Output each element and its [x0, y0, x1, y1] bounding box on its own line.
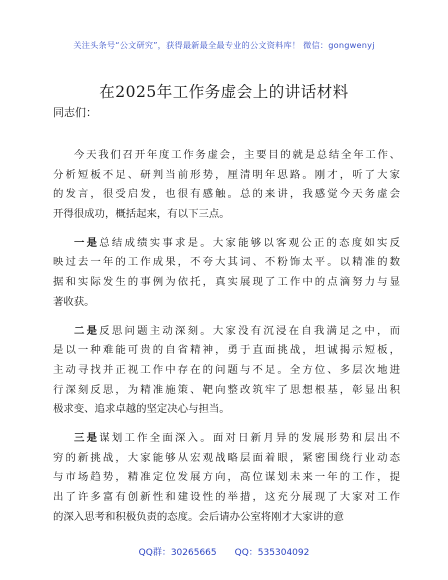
paragraph-lead: 二是 — [74, 324, 100, 337]
paragraph-line — [53, 273, 400, 293]
paragraph-line — [53, 361, 400, 381]
paragraph — [53, 146, 400, 225]
document-title: 在2025年工作务虚会上的讲话材料 — [99, 83, 349, 101]
paragraph-line — [53, 185, 400, 205]
paragraph-line — [53, 468, 400, 488]
greeting: 同志们： — [53, 106, 97, 119]
line-text: 映过去一年的工作成果，不夸大其词、不粉饰太平。以精准的数 — [53, 256, 400, 269]
line-text: 的深入思考和积极负责的态度。会后请办公室将刚才大家讲的意 — [53, 510, 344, 523]
paragraph-line — [53, 341, 400, 361]
footer-contacts — [0, 545, 448, 558]
paragraph-lead: 三是 — [74, 431, 100, 444]
line-text: 总结成绩实事求是。大家能够以客观公正的态度如实反 — [99, 236, 400, 249]
line-text: 据和实际发生的事例为依托，真实展现了工作中的点滴努力与显 — [53, 276, 400, 289]
paragraph-gap — [53, 313, 400, 322]
line-text: 反思问题主动深刻。大家没有沉浸在自我满足之中，而 — [99, 324, 400, 337]
line-text: 著收获。 — [53, 295, 95, 308]
line-text: 的发言，很受启发，也很有感触。总的来讲，我感觉今天务虚会 — [53, 188, 400, 201]
paragraph — [53, 322, 400, 420]
paragraph-line — [53, 400, 400, 420]
paragraph-gap — [53, 225, 400, 234]
paragraph-gap — [53, 420, 400, 429]
paragraph-line — [53, 146, 400, 166]
paragraph-line — [53, 253, 400, 273]
line-text: 主动寻找并正视工作中存在的问题与不足。全方位、多层次地进 — [53, 363, 400, 376]
qq-group-text: QQ群：30265665 — [138, 548, 217, 558]
paragraph-line — [53, 166, 400, 186]
line-text: 极求变、追求卓越的坚定决心与担当。 — [53, 403, 230, 416]
paragraph-line — [53, 381, 400, 401]
paragraph — [53, 429, 400, 527]
line-text: 开得很成功，概括起来，有以下三点。 — [53, 208, 230, 221]
paragraph-lead: 一是 — [74, 236, 100, 249]
paragraph-line — [53, 449, 400, 469]
paragraph-line — [53, 293, 400, 313]
document-body — [53, 146, 400, 527]
line-text: 今天我们召开年度工作务虚会，主要目的就是总结全年工作、 — [74, 149, 400, 161]
line-text: 是以一种难能可贵的自省精神，勇于直面挑战，坦诚揭示短板， — [53, 344, 400, 357]
line-text: 穷的新挑战，大家能够从宏观战略层面着眼，紧密围绕行业动态 — [53, 451, 400, 464]
qq-text: QQ：535304092 — [234, 548, 310, 558]
promo-banner: 关注头条号“公文研究”，获得最新最全最专业的公文资料库！ 微信：gongwenyj — [73, 40, 375, 50]
paragraph-line — [53, 234, 400, 254]
paragraph-line — [53, 205, 400, 225]
line-text: 分析短板不足、研判当前形势，厘清明年思路。刚才，听了大家 — [53, 168, 400, 181]
line-text: 谋划工作全面深入。面对日新月异的发展形势和层出不 — [99, 431, 400, 444]
paragraph-line — [53, 488, 400, 508]
line-text: 行深刻反思，为精准施策、靶向整改筑牢了思想根基，彰显出积 — [53, 383, 400, 396]
paragraph-line — [53, 429, 400, 449]
paragraph-line — [53, 322, 400, 342]
line-text: 与市场趋势，精准定位发展方向，高位谋划未来一年的工作，提 — [53, 471, 400, 484]
paragraph — [53, 234, 400, 313]
line-text: 出了许多富有创新性和建设性的举措，这充分展现了大家对工作 — [53, 491, 400, 503]
paragraph-line — [53, 508, 400, 528]
